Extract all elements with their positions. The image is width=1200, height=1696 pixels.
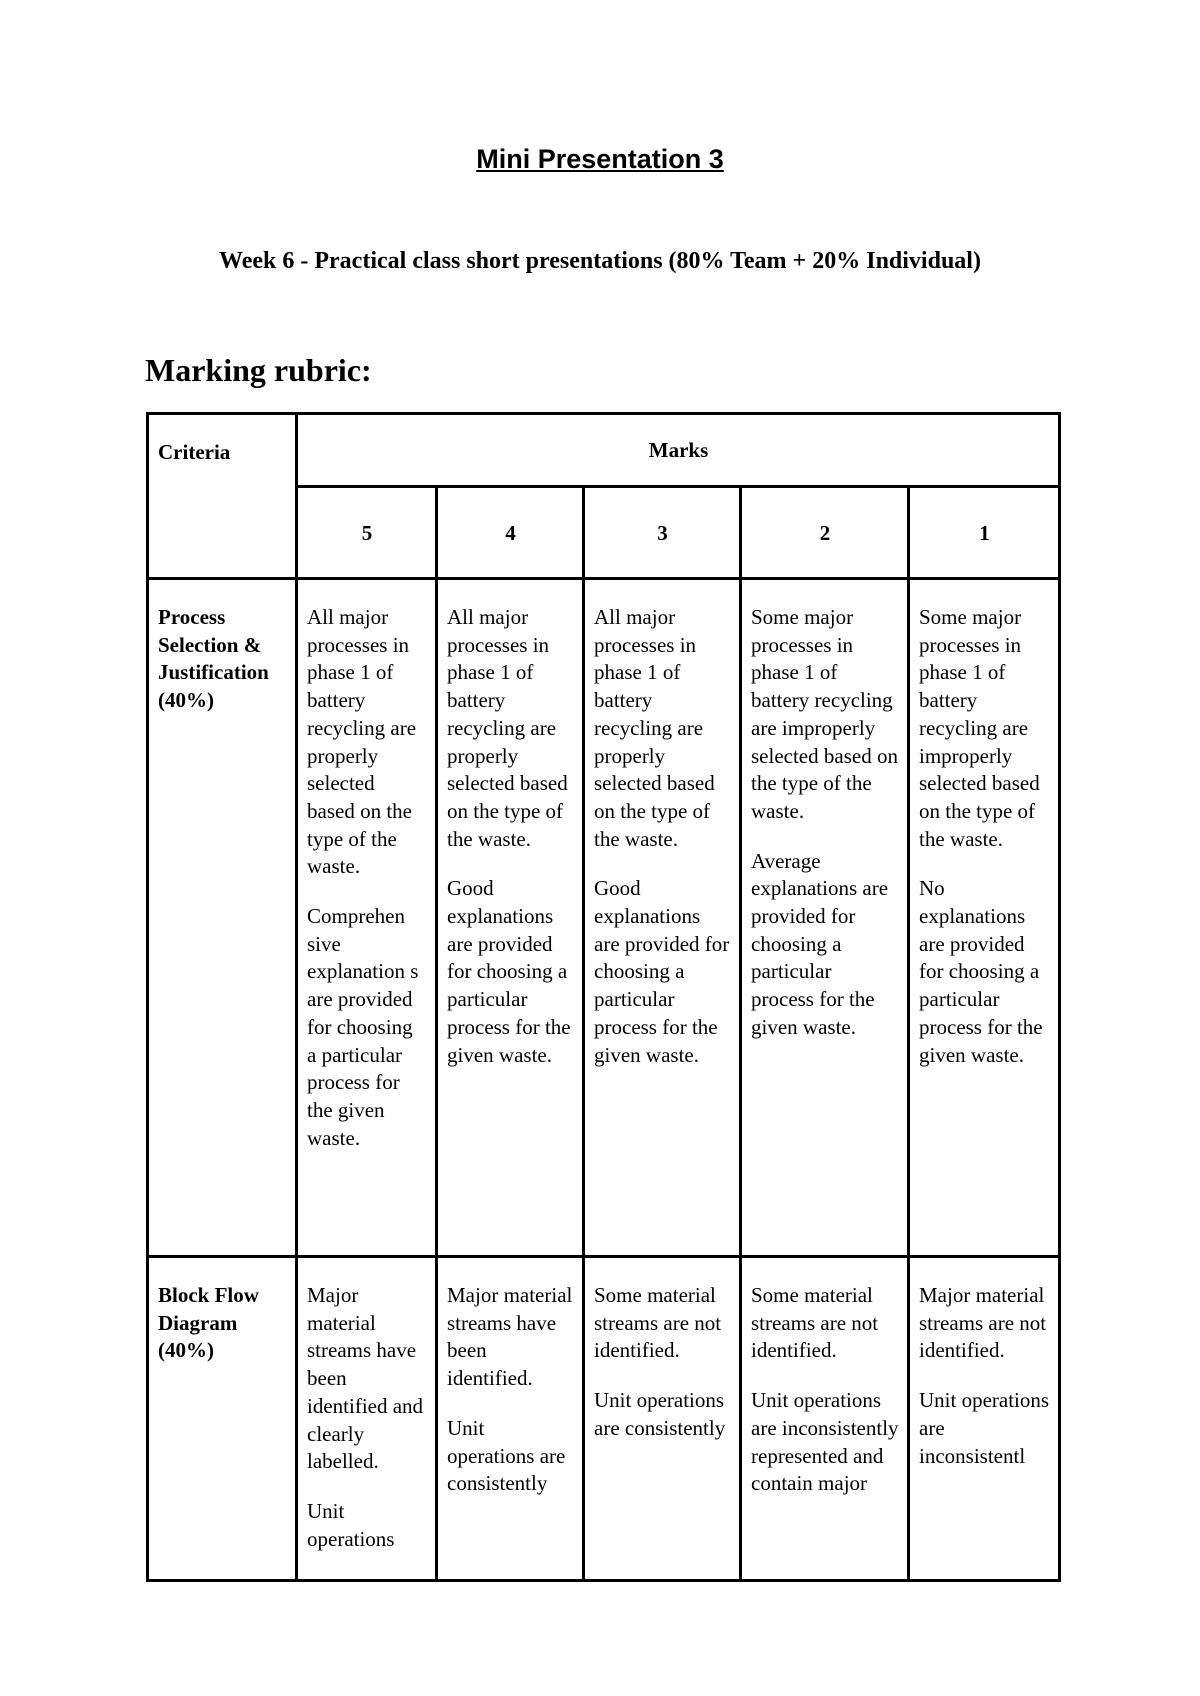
criterion-line: (40%) (158, 1338, 214, 1363)
criterion-process-selection (148, 579, 297, 1257)
rubric-cell-score-5 (297, 1257, 437, 1581)
rubric-cell-score-4 (437, 579, 584, 1257)
section-heading: Marking rubric: (145, 352, 372, 388)
cell-paragraph: Good explanations are provided for choosing a particular process for the given waste. (594, 876, 730, 1067)
table-header-row (148, 414, 1060, 487)
criterion-line: Process (158, 605, 226, 629)
rubric-cell-score-4 (437, 1257, 584, 1581)
cell-paragraph: No explanations are provided for choosing a particular process for the given waste. (919, 876, 1043, 1067)
rubric-cell-score-2 (741, 1257, 909, 1581)
rubric-cell-score-2 (741, 579, 909, 1257)
cell-paragraph: All major processes in phase 1 of battery recycling are properly selected based on the type of the waste. (447, 605, 568, 851)
criterion-line: Block Flow (158, 1283, 259, 1307)
cell-paragraph: All major processes in phase 1 of battery recycling are properly selected based on the type of the waste. (307, 605, 417, 879)
criteria-header: Criteria (148, 414, 297, 579)
cell-paragraph: Unit operations (307, 1498, 395, 1551)
rubric-cell-score-3 (584, 579, 741, 1257)
criterion-block-flow-diagram (148, 1257, 297, 1581)
cell-paragraph: All major processes in phase 1 of battery recycling are properly selected based on the type of the waste. (594, 605, 715, 851)
score-4-header: 4 (437, 487, 584, 579)
cell-paragraph: Unit operations are consistently (447, 1415, 566, 1496)
score-5-header: 5 (297, 487, 437, 579)
cell-paragraph: Some major processes in phase 1 of battery recycling are improperly selected based on the type of the waste. (919, 605, 1040, 851)
score-1-header: 1 (909, 487, 1060, 579)
marking-rubric-table (146, 412, 1061, 1582)
cell-paragraph: Good explanations are provided for choosing a particular process for the given waste. (447, 876, 571, 1067)
page-title: Mini Presentation 3 (476, 144, 724, 174)
table-row (148, 579, 1060, 1257)
cell-paragraph: Some material streams are not identified. (594, 1283, 722, 1363)
table-row (148, 1257, 1060, 1581)
criterion-line: (40%) (158, 688, 214, 713)
cell-paragraph: Some material streams are not identified. (751, 1283, 879, 1363)
cell-paragraph: Some major processes in phase 1 of battery recycling are improperly selected based on the type of the waste. (751, 605, 898, 823)
cell-paragraph: Major material streams have been identified and clearly labelled. (307, 1283, 424, 1474)
criterion-line: Diagram (158, 1310, 238, 1335)
criterion-line: Selection & (158, 632, 262, 657)
rubric-cell-score-5 (297, 579, 437, 1257)
cell-paragraph: Average explanations are provided for choosing a particular process for the given waste. (751, 848, 889, 1039)
cell-paragraph: Major material streams have been identified. (447, 1283, 573, 1391)
marks-header: Marks (297, 414, 1060, 487)
cell-paragraph: Unit operations are inconsistently represented and contain major (751, 1388, 899, 1496)
score-2-header: 2 (741, 487, 909, 579)
cell-paragraph: Comprehen sive explanation s are provided for choosing a particular process for the given waste. (307, 904, 419, 1150)
rubric-cell-score-1 (909, 1257, 1060, 1581)
score-3-header: 3 (584, 487, 741, 579)
rubric-cell-score-1 (909, 579, 1060, 1257)
cell-paragraph: Unit operations are inconsistentl (919, 1388, 1050, 1468)
rubric-cell-score-3 (584, 1257, 741, 1581)
cell-paragraph: Unit operations are consistently (594, 1388, 726, 1440)
cell-paragraph: Major material streams are not identified. (919, 1283, 1047, 1363)
page-subtitle: Week 6 - Practical class short presentations (80% Team + 20% Individual) (219, 248, 981, 274)
criterion-line: Justification (158, 660, 269, 685)
